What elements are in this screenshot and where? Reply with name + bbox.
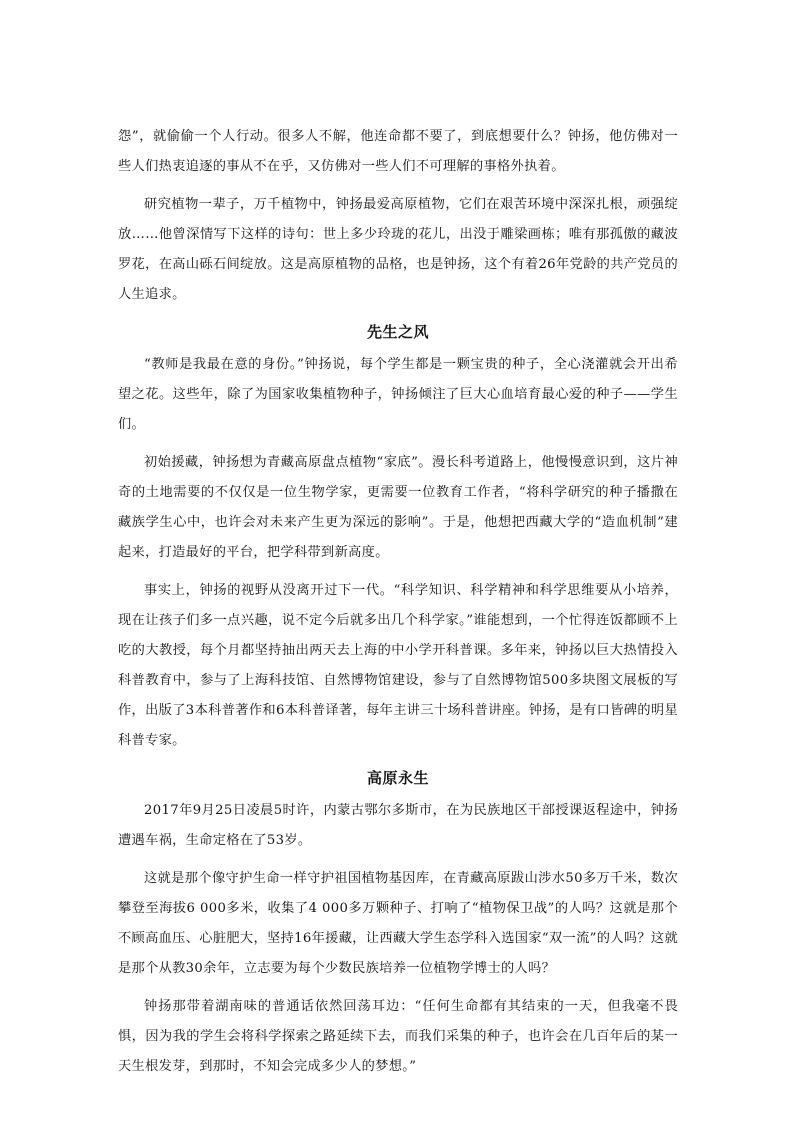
paragraph: “教师是我最在意的身份。”钟扬说，每个学生都是一颗宝贵的种子，全心浇灌就会开出希望之花。这些年，除了为国家收集植物种子，钟扬倾注了巨大心血培育最心爱的种子——学生们。 <box>118 357 678 432</box>
paragraph: 事实上，钟扬的视野从没离开过下一代。“科学知识、科学精神和科学思维要从小培养，现在让孩子们多一点兴趣，说不定今后就多出几个科学家。”谁能想到，一个忙得连饭都顾不上吃的大教授，每个月都坚持抽出两天去上海的中小学开科普课。多年来，钟扬以巨大热情投入科普教育中，参与了上海科技馆、自然博物馆建设，参与了自然博物馆500多块图文展板的写作，出版了3本科普著作和6本科普译著，每年主讲三十场科普讲座。钟扬，是有口皆碑的明星科普专家。 <box>118 583 678 748</box>
section-heading: 高原永生 <box>366 769 429 787</box>
paragraph: 这就是那个像守护生命一样守护祖国植物基因库，在青藏高原跋山涉水50多万千米，数次攀登至海拔6 000多米，收集了4 000多万颗种子、打响了“植物保卫战”的人吗？这就是那个不顾高血压、心脏肥大，坚持16年援藏，让西藏大学生态学科入选国家“双一流”的人吗？这就是那个从教30余年，立志要为每个少数民族培养一位植物学博士的人吗？ <box>118 871 678 976</box>
paragraph: 研究植物一辈子，万千植物中，钟扬最爱高原植物，它们在艰苦环境中深深扎根，顽强绽放……他曾深情写下这样的诗句：世上多少玲珑的花儿，出没于雕梁画栋；唯有那孤傲的藏波罗花，在高山砾石间绽放。这是高原植物的品格，也是钟扬，这个有着26年党龄的共产党员的人生追求。 <box>118 197 678 302</box>
section-heading: 先生之风 <box>366 323 429 341</box>
paragraph-continued: 怨”，就偷偷一个人行动。很多人不解，他连命都不要了，到底想要什么？钟扬，他仿佛对一些人们热衷追逐的事从不在乎，又仿佛对一些人们不可理解的事格外执着。 <box>118 129 678 174</box>
paragraph: 初始援藏，钟扬想为青藏高原盘点植物“家底”。漫长科考道路上，他慢慢意识到，这片神奇的土地需要的不仅仅是一位生物学家，更需要一位教育工作者，“将科学研究的种子播撒在藏族学生心中，也许会对未来产生更为深远的影响”。于是，他想把西藏大学的“造血机制”建起来，打造最好的平台，把学科带到新高度。 <box>118 455 678 560</box>
paragraph: 2017年9月25日凌晨5时许，内蒙古鄂尔多斯市，在为民族地区干部授课返程途中，钟扬遭遇车祸，生命定格在了53岁。 <box>118 803 678 848</box>
paragraph: 钟扬那带着湖南味的普通话依然回荡耳边：“任何生命都有其结束的一天，但我毫不畏惧，因为我的学生会将科学探索之路延续下去，而我们采集的种子，也许会在几百年后的某一天生根发芽，到那时，不知会完成多少人的梦想。” <box>118 999 678 1074</box>
document-page <box>118 122 678 1090</box>
